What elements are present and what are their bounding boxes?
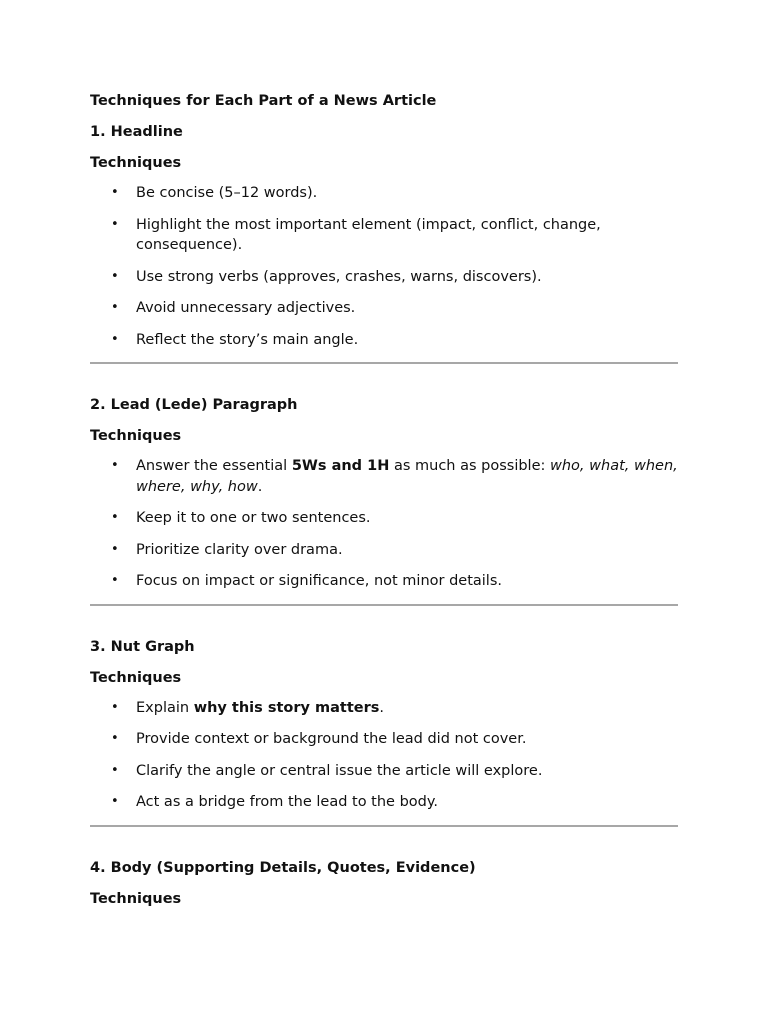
bullet-icon: • <box>111 794 119 809</box>
list-item <box>90 298 678 319</box>
bullet-icon: • <box>111 185 119 200</box>
techniques-label: Techniques <box>90 155 182 171</box>
list-item-text: Provide context or background the lead did not cover. <box>136 731 527 747</box>
bullet-icon: • <box>111 458 119 473</box>
section-title-headline: 1. Headline <box>90 124 183 140</box>
bullet-icon: • <box>111 762 119 778</box>
list-item-text: Focus on impact or significance, not minor details. <box>136 573 502 589</box>
document-content <box>90 90 678 919</box>
list-item-text: Avoid unnecessary adjectives. <box>136 300 356 316</box>
list-item-text: Be concise (5–12 words). <box>136 185 318 201</box>
list-item <box>90 571 678 592</box>
bold-text: 5Ws and 1H <box>291 458 390 474</box>
list-item <box>90 330 678 351</box>
list-item <box>90 792 678 813</box>
list-item-text <box>136 458 678 495</box>
list-item <box>90 183 678 204</box>
list-item <box>90 508 678 529</box>
techniques-label: Techniques <box>90 669 182 686</box>
techniques-label: Techniques <box>90 890 182 907</box>
list-item-text: Keep it to one or two sentences. <box>136 510 371 526</box>
italic-text: who, what, when, where, why, how <box>136 458 678 495</box>
list-item <box>90 215 678 256</box>
text-run: . <box>257 478 263 495</box>
bold-text: why this story matters <box>193 699 380 716</box>
section-title-lead: 2. Lead (Lede) Paragraph <box>90 397 298 413</box>
text-run: Explain <box>136 699 194 716</box>
section-title-nut-graph: 3. Nut Graph <box>90 638 195 655</box>
list-item-text: Highlight the most important element (impact, conflict, change, consequence). <box>136 216 601 253</box>
list-item-text: Act as a bridge from the lead to the body. <box>136 794 438 810</box>
bullet-icon: • <box>111 510 119 525</box>
bullet-list-headline <box>90 183 678 350</box>
text-run: . <box>379 699 384 716</box>
list-item <box>90 540 678 561</box>
list-item-text: Clarify the angle or central issue the article will explore. <box>136 762 543 779</box>
list-item-text: Reflect the story’s main angle. <box>136 331 359 348</box>
text-run: as much as possible: <box>389 458 550 474</box>
bullet-icon: • <box>111 541 119 557</box>
bullet-icon: • <box>111 731 119 746</box>
list-item <box>90 267 678 288</box>
techniques-label: Techniques <box>90 428 182 444</box>
list-item-text: Prioritize clarity over drama. <box>136 541 343 558</box>
document-title: Techniques for Each Part of a News Article <box>90 93 437 109</box>
list-item <box>90 729 678 750</box>
list-item-text <box>136 700 384 716</box>
text-run: Answer the essential <box>136 458 292 474</box>
list-item <box>90 761 678 782</box>
list-item <box>90 456 678 497</box>
list-item <box>90 698 678 719</box>
bullet-icon: • <box>111 573 119 588</box>
bullet-icon: • <box>111 699 119 715</box>
section-title-body: 4. Body (Supporting Details, Quotes, Evidence) <box>90 859 476 876</box>
bullet-icon: • <box>111 331 119 347</box>
bullet-list-nut-graph <box>90 698 678 813</box>
bullet-icon: • <box>111 268 119 284</box>
list-item-text: Use strong verbs (approves, crashes, warns, discovers). <box>136 268 542 285</box>
bullet-icon: • <box>111 216 119 232</box>
bullet-icon: • <box>111 300 119 315</box>
bullet-list-lead <box>90 456 678 592</box>
